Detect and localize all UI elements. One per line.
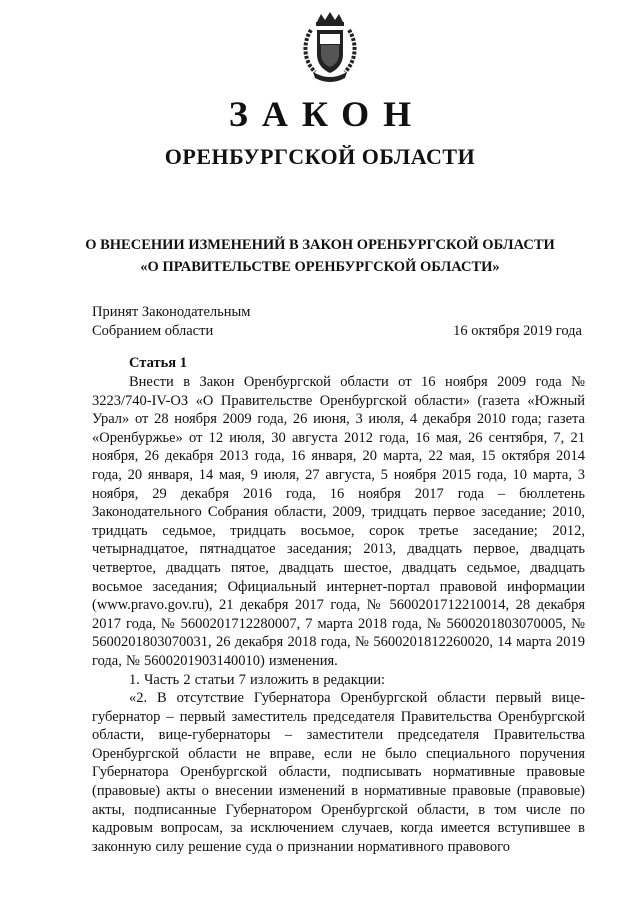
paragraph-quote: «2. В отсутствие Губернатора Оренбургской области первый вице-губернатор – первый заместитель председателя Правительства Оренбургской области, вице-губернаторы – заместители председателя Правительства Оренбургской области не вправе, если не было специального поручения Губернатора Оренбургской области, подписывать нормативные правовые (правовые) акты о внесении изменений в нормативные правовые (правовые) акты, подписанные Губернатором Оренбургской области, в том числе по кадровым вопросам, за исключением случаев, когда имеется вступившее в законную силу решение суда о признании нормативного правового: [92, 690, 585, 855]
document-region: ОРЕНБУРГСКОЙ ОБЛАСТИ: [164, 144, 476, 169]
document-subject: [40, 234, 600, 278]
article-title: Статья 1: [129, 355, 187, 371]
document-title: ЗАКОН: [228, 94, 426, 134]
subject-line-1: О ВНЕСЕНИИ ИЗМЕНЕНИЙ В ЗАКОН ОРЕНБУРГСКОЙ ОБЛАСТИ: [85, 237, 555, 253]
paragraph-item-1: 1. Часть 2 статьи 7 изложить в редакции:: [129, 671, 386, 688]
adopted-date: 16 октября 2019 года: [453, 323, 582, 339]
subject-line-2: «О ПРАВИТЕЛЬСТВЕ ОРЕНБУРГСКОЙ ОБЛАСТИ»: [140, 259, 500, 275]
adopted-line-2: Собранием области: [92, 323, 214, 339]
adopted-by: [92, 303, 250, 341]
article-body: [92, 373, 585, 856]
paragraph-intro: Внести в Закон Оренбургской области от 16 ноября 2009 года № 3223/740-IV-ОЗ «О Правительстве Оренбургской области» (газета «Южный Урал» от 28 ноября 2009 года, 26 июня, 3 июля, 4 декабря 2010 года; газета «Оренбуржье» от 12 июля, 30 августа 2012 года, 16 мая, 26 сентября, 7, 21 ноября, 26 декабря 2013 года, 16 января, 20 марта, 22 мая, 15 октября 2014 года, 20 января, 14 мая, 9 июля, 27 августа, 5 ноября 2015 года, 10 марта, 3 ноября, 29 декабря 2016 года, 16 ноября 2017 года – бюллетень Законодательного Собрания области, 2009, тридцать первое заседание; 2010, тридцать седьмое, тридцать восьмое, сорок третье заседание; 2012, четырнадцатое, пятнадцатое заседания; 2013, двадцать первое, двадцать четвертое, двадцать пятое, двадцать шестое, двадцать седьмое, двадцать восьмое заседания; Официальный интернет-портал правовой информации (www.pravo.gov.ru), 21 декабря 2017 года, № 5600201712210014, 28 декабря 2017 года, № 5600201712280007, 7 марта 2018 года, № 5600201803070005, № 5600201803070031, 26 декабря 2018 года, № 5600201812260020, 14 марта 2019 года, № 5600201903140010) изменения.: [92, 374, 585, 669]
adopted-line-1: Принят Законодательным: [92, 304, 251, 320]
coat-of-arms-icon: [299, 10, 361, 82]
